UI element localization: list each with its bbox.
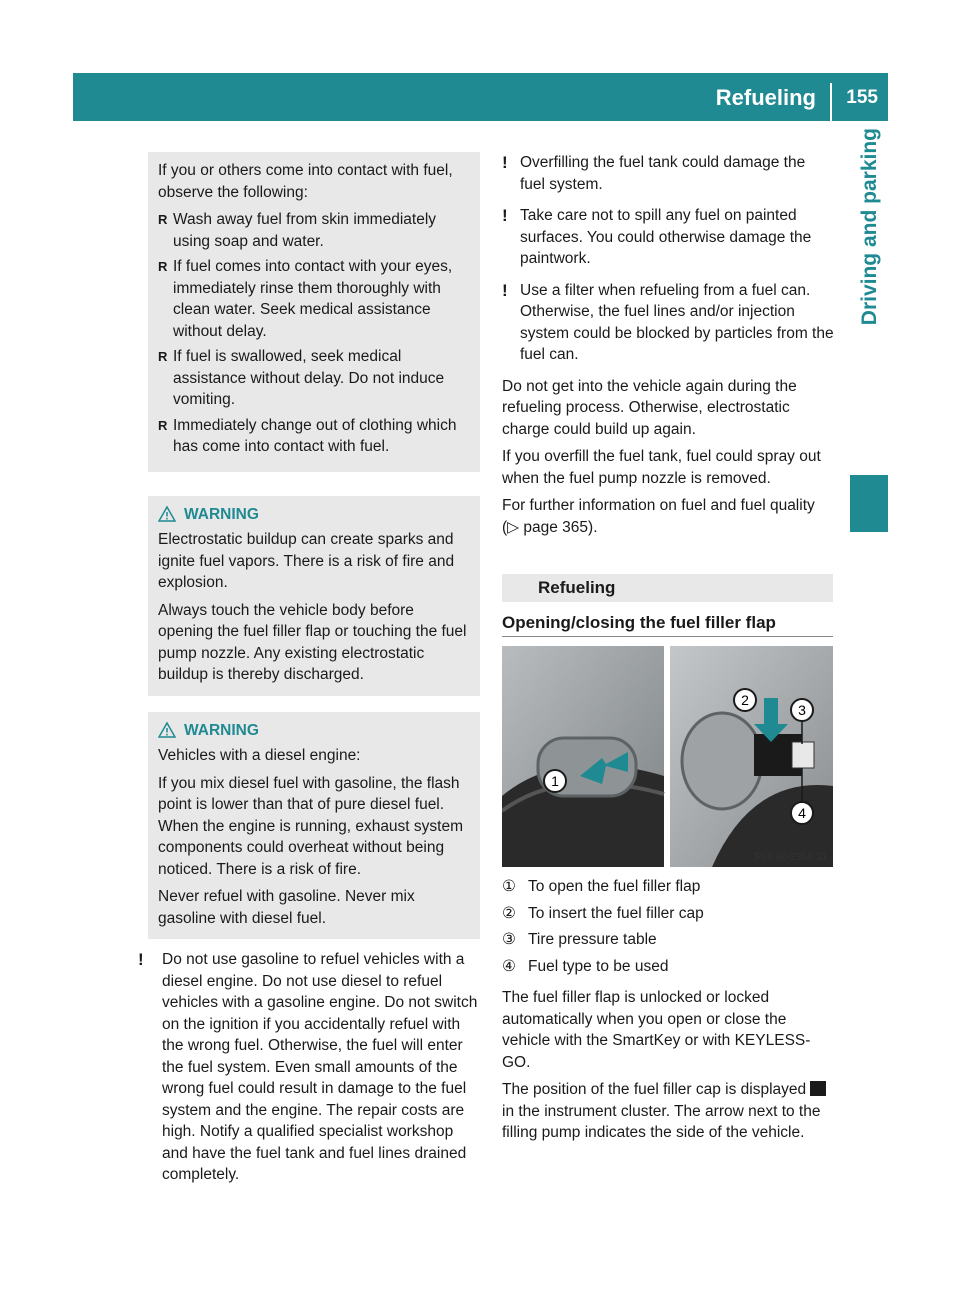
paragraph — [502, 1079, 834, 1144]
subsection-heading: Opening/closing the fuel filler flap — [502, 613, 833, 637]
warning-triangle-icon — [158, 506, 176, 522]
note-paint — [502, 205, 834, 270]
note-overfilling — [502, 152, 834, 195]
warning-box-electrostatic — [148, 496, 480, 696]
note-mark: ! — [502, 206, 508, 225]
paragraph-start: The position of the fuel filler cap is displayed — [502, 1081, 807, 1098]
list-item: R Wash away fuel from skin immediately using soap and water. — [158, 209, 470, 252]
fuel-filler-figure — [502, 646, 833, 867]
list-item: R If fuel is swallowed, seek medical assistance without delay. Do not induce vomiting. — [158, 346, 470, 411]
chapter-marker — [850, 475, 888, 532]
note-text: Overfilling the fuel tank could damage the fuel system. — [520, 154, 806, 193]
figure-id: P68.60-2354-31 — [755, 852, 827, 863]
paragraph: The fuel filler flap is unlocked or locked automatically when you open or close the vehicle with the SmartKey or with KEYLESS-GO. — [502, 989, 811, 1071]
warning-text: Always touch the vehicle body before opening the fuel filler flap or touching the fuel pump nozzle. Any existing electrostatic buildup is thereby discharged. — [158, 601, 467, 683]
box-intro: If you or others come into contact with fuel, observe the following: — [158, 162, 453, 201]
warning-triangle-icon — [158, 722, 176, 738]
legend-text: Tire pressure table — [528, 931, 657, 948]
legend-item — [502, 956, 834, 978]
chapter-tab — [850, 128, 888, 420]
legend-number: ④ — [502, 957, 516, 975]
note-mark: ! — [138, 950, 144, 969]
legend-number: ② — [502, 904, 516, 922]
legend-text: To open the fuel filler flap — [528, 878, 701, 895]
list-item: R If fuel comes into contact with your eyes, immediately rinse them thoroughly with clean water. Seek medical assistance without delay. — [158, 256, 470, 342]
legend-text: To insert the fuel filler cap — [528, 904, 704, 922]
note-wrong-fuel — [138, 949, 480, 1186]
callout-2-label: 2 — [741, 692, 749, 708]
warning-text: Vehicles with a diesel engine: — [158, 747, 361, 764]
paragraph-end: in the instrument cluster. The arrow next to the filling pump indicates the side of the vehicle. — [502, 1102, 821, 1141]
label-sticker — [792, 742, 814, 768]
chapter-label: Driving and parking — [858, 128, 881, 326]
warning-title: WARNING — [184, 505, 259, 523]
legend-number: ① — [502, 878, 516, 895]
warning-text: Electrostatic buildup can create sparks and ignite fuel vapors. There is a risk of fire and explosion. — [158, 531, 455, 591]
note-text: Use a filter when refueling from a fuel can. Otherwise, the fuel lines and/or injection system could be blocked by particles from the fuel can. — [520, 281, 834, 363]
legend-item — [502, 929, 834, 951]
warning-title: WARNING — [184, 721, 259, 739]
note-text: Take care not to spill any fuel on painted surfaces. You could otherwise damage the paintwork. — [520, 207, 812, 267]
right-column-lower — [502, 876, 834, 1150]
fuel-filler-illustration — [502, 646, 833, 867]
header-bar — [73, 73, 888, 121]
fuel-flap-open — [682, 713, 762, 809]
note-filter — [502, 280, 834, 366]
callout-4-label: 4 — [798, 805, 806, 821]
note-mark: ! — [502, 153, 508, 172]
header-divider — [830, 83, 832, 121]
note-mark: ! — [502, 280, 508, 300]
legend-number: ③ — [502, 931, 516, 948]
paragraph: If you overfill the fuel tank, fuel could spray out when the fuel pump nozzle is removed. — [502, 448, 821, 487]
callout-3-label: 3 — [798, 702, 806, 718]
callout-1-label: 1 — [551, 773, 559, 789]
warning-text: If you mix diesel fuel with gasoline, the flash point is lower than that of pure diesel fuel. When the engine is running, exhaust system components could overheat without being noticed. There is a risk of fire. — [158, 774, 464, 878]
page-title: Refueling — [715, 85, 816, 110]
right-column — [502, 152, 834, 544]
paragraph: Do not get into the vehicle again during the refueling process. Otherwise, electrostatic charge could build up again. — [502, 377, 797, 438]
fuel-pump-icon — [810, 1081, 826, 1096]
left-column — [138, 152, 480, 1196]
warning-text: Never refuel with gasoline. Never mix gasoline with diesel fuel. — [158, 888, 415, 927]
legend-item — [502, 903, 834, 925]
note-text: Do not use gasoline to refuel vehicles with a diesel engine. Do not use diesel to refuel vehicles with a gasoline engine. Do not switch on the ignition if you accidentally refuel with the wrong fuel. Otherwise, the fuel will enter the fuel system. Even small amounts of the wrong fuel could result in damage to the fuel system and the engine. The repair costs are high. Notify a qualified specialist workshop and have the fuel tank and fuel lines drained completely. — [162, 951, 478, 1183]
warning-heading — [158, 720, 470, 742]
page-number: 155 — [846, 87, 878, 108]
list-item: R Immediately change out of clothing which has come into contact with fuel. — [158, 415, 470, 458]
legend-item — [502, 876, 834, 898]
fuel-contact-box — [148, 152, 480, 472]
page-reference[interactable]: For further information on fuel and fuel quality (▷ page 365). — [502, 497, 815, 536]
section-heading: Refueling — [502, 574, 833, 602]
legend-text: Fuel type to be used — [528, 957, 669, 975]
warning-heading — [158, 504, 470, 526]
warning-box-diesel — [148, 712, 480, 940]
